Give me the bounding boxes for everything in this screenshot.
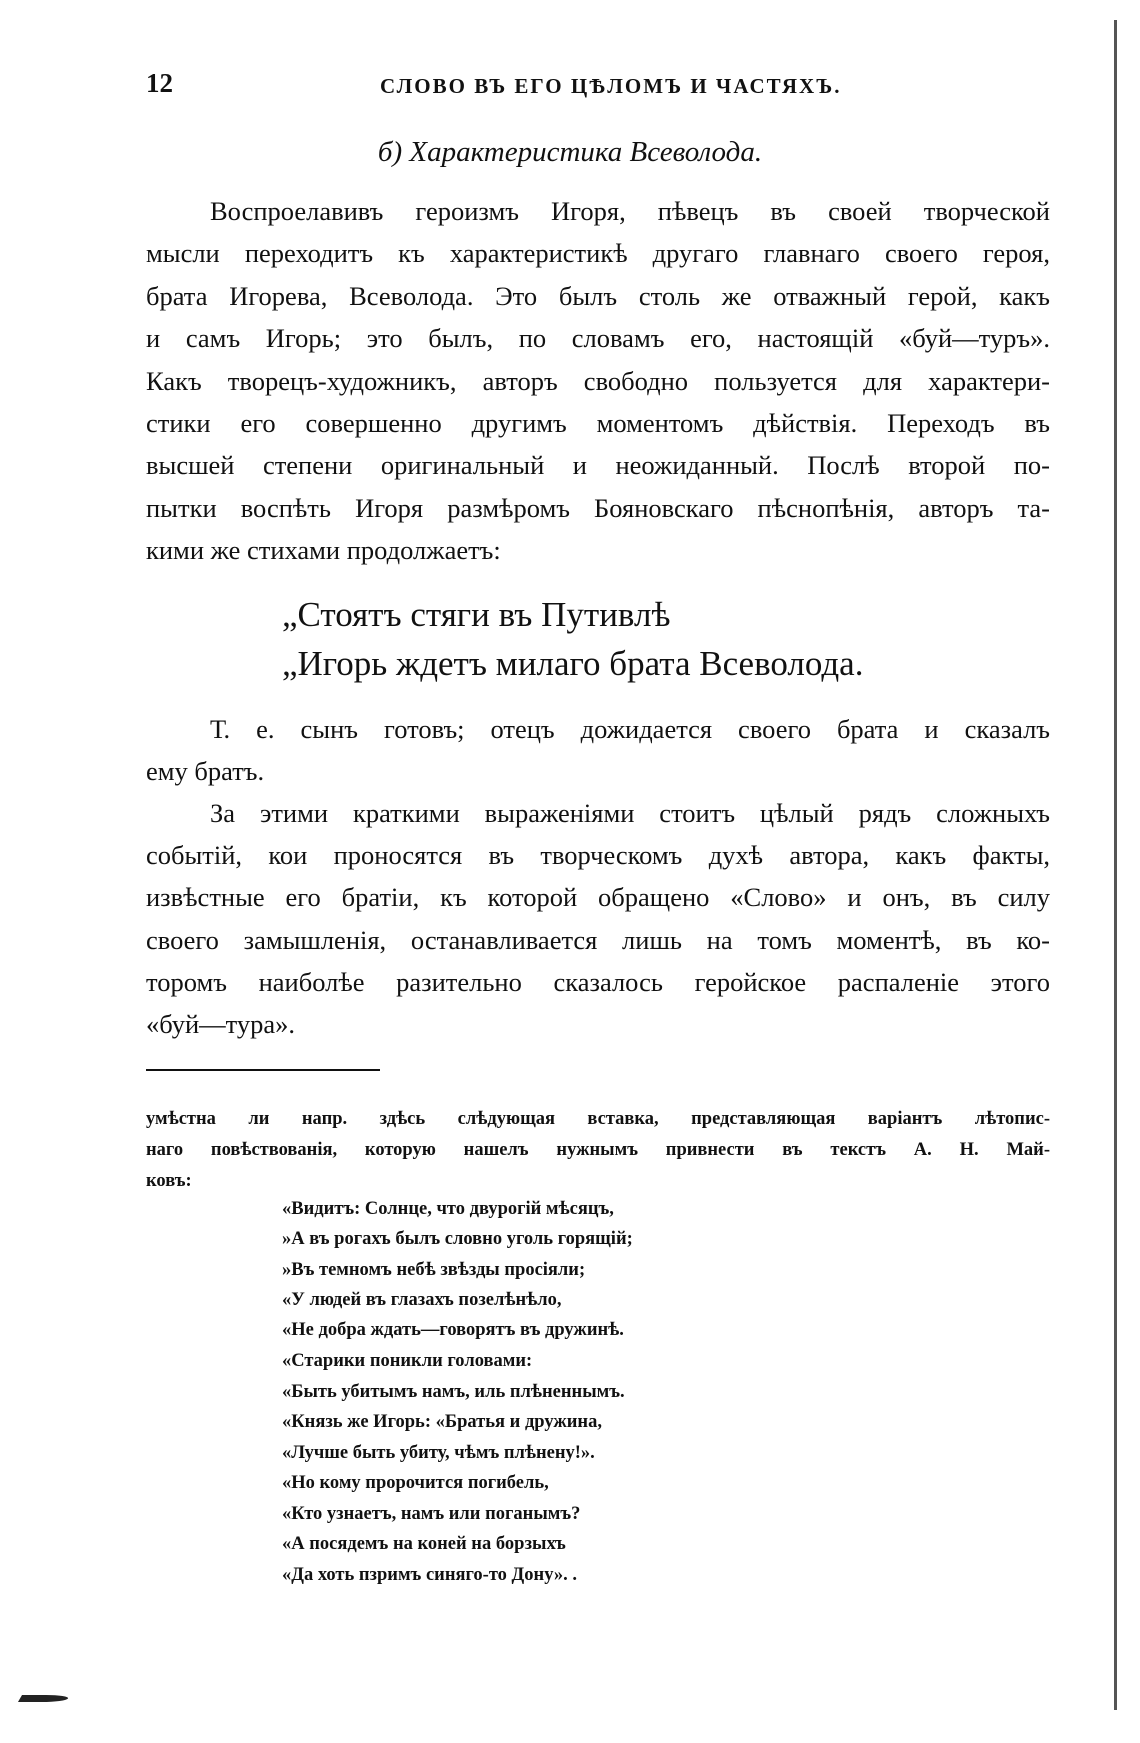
verse-line: „Игорь ждетъ милаго брата Всеволода. — [282, 644, 864, 683]
running-head: СЛОВО ВЪ ЕГО ЦѢЛОМЪ И ЧАСТЯХЪ. — [380, 74, 842, 98]
paragraph-line: брата Игорева, Всеволода. Это былъ столь же отважный герой, какъ — [146, 281, 1050, 311]
footnote-verse-line: »Въ темномъ небѣ звѣзды просіяли; — [282, 1260, 586, 1280]
paragraph-line: своего замышленія, останавливается лишь на томъ моментѣ, въ ко- — [146, 925, 1050, 955]
paragraph-line: Какъ творецъ-художникъ, авторъ свободно пользуется для характери- — [146, 366, 1050, 396]
footnote-verse-line: «Да хоть пзримъ синяго-то Дону». . — [282, 1565, 578, 1585]
paragraph-line: и самъ Игорь; это былъ, по словамъ его, настоящій «буй—туръ». — [146, 323, 1050, 353]
footnote-verse-line: »А въ рогахъ былъ словно уголь горящій; — [282, 1229, 633, 1249]
footnote-line: ковъ: — [146, 1171, 192, 1191]
paragraph-line: Воспроелавивъ героизмъ Игоря, пѣвецъ въ своей творческой — [210, 196, 1050, 226]
footnote-rule — [146, 1069, 380, 1071]
footnote-verse-line: «Не добра ждать—говорятъ въ дружинѣ. — [282, 1320, 624, 1340]
footnote-line: наго повѣствованія, которую нашелъ нужнымъ привнести въ текстъ А. Н. Май- — [146, 1140, 1050, 1160]
footnote-verse-line: «Князь же Игорь: «Братья и дружина, — [282, 1412, 602, 1432]
footnote-verse-line: «Лучше быть убиту, чѣмъ плѣнену!». — [282, 1443, 595, 1463]
paragraph-line: кими же стихами продолжаетъ: — [146, 535, 501, 565]
scan-edge-mark — [18, 1695, 70, 1702]
footnote-verse-line: «Но кому пророчится погибель, — [282, 1473, 549, 1493]
section-title: б) Характеристика Всеволода. — [377, 136, 763, 168]
footnote-verse-line: «Старики поникли головами: — [282, 1351, 533, 1371]
footnote-verse-line: «Быть убитымъ намъ, иль плѣненнымъ. — [282, 1382, 625, 1402]
page-number: 12 — [146, 68, 173, 98]
paragraph-line: За этими краткими выраженіями стоитъ цѣлый рядъ сложныхъ — [210, 798, 1050, 828]
footnote-verse-line: «Видитъ: Солнце, что двурогій мѣсяцъ, — [282, 1199, 614, 1219]
paragraph-line: событій, кои проносятся въ творческомъ духѣ автора, какъ факты, — [146, 840, 1050, 870]
paragraph-line: «буй—тура». — [146, 1009, 296, 1039]
footnote-verse-line: «У людей въ глазахъ позелѣнѣло, — [282, 1290, 562, 1310]
footnote-line: умѣстна ли напр. здѣсь слѣдующая вставка, представляющая варіантъ лѣтопис- — [146, 1109, 1050, 1129]
verse-line: „Стоятъ стяги въ Путивлѣ — [282, 595, 671, 634]
paragraph-line: извѣстные его братіи, къ которой обращено «Слово» и онъ, въ силу — [146, 882, 1050, 912]
paragraph-line: мысли переходитъ къ характеристикѣ другаго главнаго своего героя, — [146, 238, 1050, 268]
paragraph-line: высшей степени оригинальный и неожиданный. Послѣ второй по- — [146, 450, 1050, 480]
paragraph-line: пытки воспѣть Игоря размѣромъ Бояновскаго пѣснопѣнія, авторъ та- — [146, 493, 1050, 523]
paragraph-line: Т. е. сынъ готовъ; отецъ дожидается своего брата и сказалъ — [210, 714, 1050, 744]
paragraph-line: ему братъ. — [146, 756, 265, 786]
scan-edge-line — [1114, 20, 1117, 1710]
footnote-verse-line: «Кто узнаетъ, намъ или поганымъ? — [282, 1504, 581, 1524]
footnote-verse-line: «А посядемъ на коней на борзыхъ — [282, 1534, 566, 1554]
paragraph-line: стики его совершенно другимъ моментомъ дѣйствія. Переходъ въ — [146, 408, 1050, 438]
paragraph-line: торомъ наиболѣе разительно сказалось геройское распаленіе этого — [146, 967, 1050, 997]
